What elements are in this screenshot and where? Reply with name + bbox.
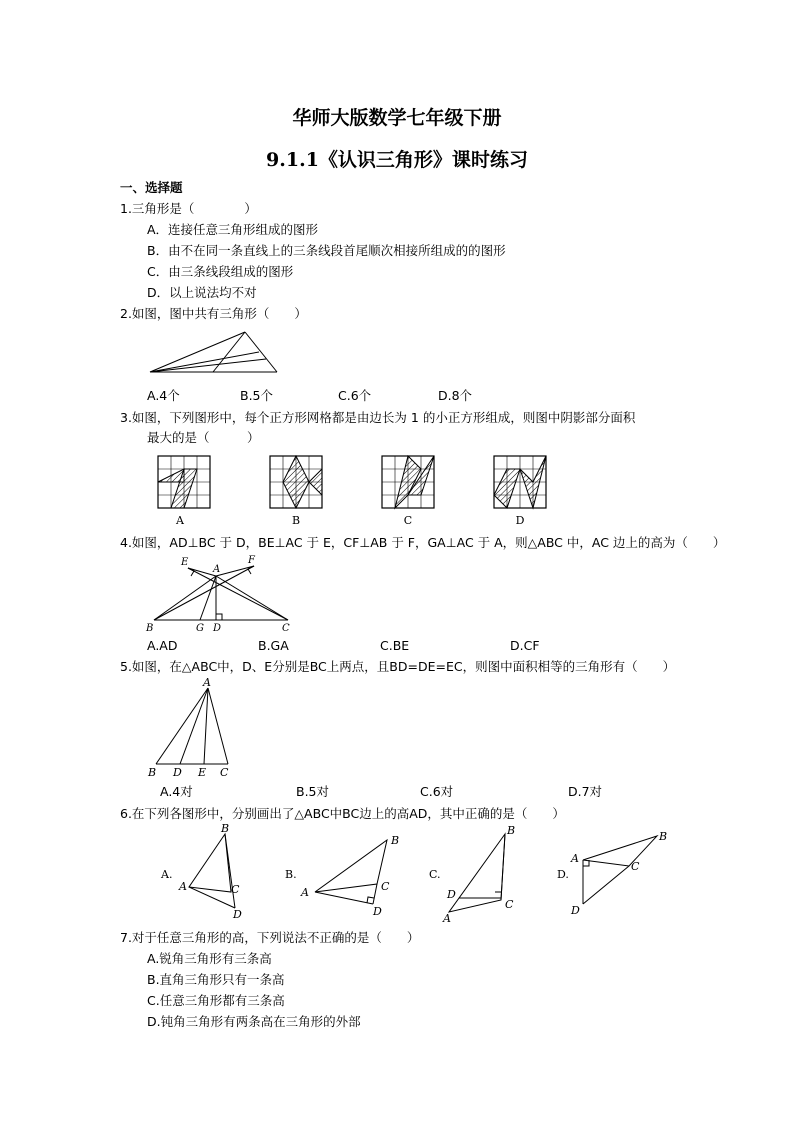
- q1-option-c: C．由三条线段组成的图形: [147, 264, 294, 279]
- q1-option-a: A．连接任意三角形组成的图形: [147, 222, 319, 237]
- q3-stem-line1: 3.如图，下列图形中，每个正方形网格都是由边长为 1 的小正方形组成，则图中阴影部分面积: [120, 410, 636, 425]
- q6a-point-d: D: [233, 908, 242, 921]
- q6c-point-c: C: [505, 898, 514, 911]
- q3-grid-figures: [150, 454, 550, 528]
- q4-stem: 4.如图，AD⊥BC 于 D，BE⊥AC 于 E，CF⊥AB 于 F，GA⊥AC 于 A，则△ABC 中，AC 边上的高为（ ）: [120, 535, 726, 550]
- q5-stem: 5.如图，在△ABC中，D、E分别是BC上两点，且BD=DE=EC，则图中面积相等的三角形有（ ）: [120, 659, 676, 674]
- q6b-point-d: D: [373, 905, 382, 918]
- q6c-point-a: A: [443, 912, 451, 925]
- q6b-point-a: A: [301, 886, 309, 899]
- q4-option-c: C.BE: [380, 638, 410, 653]
- q4-altitude-figure: [142, 552, 302, 634]
- q5-option-b: B.5对: [296, 784, 330, 799]
- q3-stem-line2: 最大的是（ ）: [147, 430, 260, 445]
- q4-point-g: G: [196, 623, 204, 634]
- q6-figure-c: [429, 824, 515, 925]
- q6-figure-b: [285, 834, 399, 918]
- q2-option-c: C.6个: [338, 388, 372, 403]
- q5-point-a: A: [203, 676, 211, 689]
- q3-label-b: B: [291, 514, 301, 527]
- q6d-point-d: D: [571, 904, 580, 917]
- q6-stem: 6.在下列各图形中，分别画出了△ABC中BC边上的高AD，其中正确的是（ ）: [120, 806, 565, 821]
- q7-option-a: A.锐角三角形有三条高: [147, 951, 272, 966]
- q6b-point-b: B: [391, 834, 400, 847]
- q4-point-f: F: [248, 555, 255, 566]
- q6-label-a: A.: [161, 868, 173, 881]
- q3-grid-c: [382, 456, 434, 508]
- q6-label-c: C.: [429, 868, 441, 881]
- q2-stem: 2.如图，图中共有三角形（ ）: [120, 306, 307, 321]
- q5-option-c: C.6对: [420, 784, 454, 799]
- q6-figure-a: [160, 822, 242, 921]
- q1-stem: 1.三角形是（ ）: [120, 201, 257, 216]
- q3-label-a: A: [176, 514, 184, 527]
- q7-stem: 7.对于任意三角形的高，下列说法不正确的是（ ）: [120, 930, 420, 945]
- q6-figures: [155, 822, 675, 928]
- q2-option-b: B.5个: [240, 388, 274, 403]
- q4-point-c: C: [282, 623, 290, 634]
- document-title: 华师大版数学七年级下册: [292, 107, 502, 129]
- q6-label-b: B.: [285, 868, 297, 881]
- document-subtitle: 9.1.1《认识三角形》课时练习: [266, 149, 528, 171]
- q2-triangle-figure: [145, 328, 285, 378]
- q7-option-b: B.直角三角形只有一条高: [147, 972, 285, 987]
- q5-point-c: C: [220, 766, 229, 779]
- q4-point-d: D: [213, 623, 222, 634]
- q4-point-a: A: [213, 564, 221, 575]
- q6b-point-c: C: [381, 880, 390, 893]
- q5-triangle-figure: [142, 674, 242, 782]
- q7-option-c: C.任意三角形都有三条高: [147, 993, 285, 1008]
- q3-grid-d: [494, 456, 546, 508]
- q5-point-e: E: [198, 766, 207, 779]
- q6d-point-b: B: [659, 830, 668, 843]
- q1-option-b: B．由不在同一条直线上的三条线段首尾顺次相接所组成的的图形: [147, 243, 506, 258]
- q4-point-b: B: [146, 623, 154, 634]
- section-heading: 一、选择题: [120, 180, 183, 195]
- q6a-point-a: A: [179, 880, 187, 893]
- q5-point-d: D: [173, 766, 182, 779]
- q3-grid-a: [158, 456, 210, 508]
- q6-label-d: D.: [557, 868, 569, 881]
- q5-option-d: D.7对: [568, 784, 603, 799]
- q6d-point-a: A: [571, 852, 579, 865]
- q4-option-b: B.GA: [258, 638, 289, 653]
- q5-point-b: B: [148, 766, 157, 779]
- q6a-point-c: C: [231, 883, 240, 896]
- q2-option-d: D.8个: [438, 388, 473, 403]
- q5-option-a: A.4对: [160, 784, 193, 799]
- q1-option-d: D．以上说法均不对: [147, 285, 257, 300]
- q3-grid-b: [270, 456, 322, 508]
- q3-label-c: C: [403, 514, 413, 527]
- q4-option-a: A.AD: [147, 638, 178, 653]
- q6d-point-c: C: [631, 860, 640, 873]
- q7-option-d: D.钝角三角形有两条高在三角形的外部: [147, 1014, 361, 1029]
- q4-point-e: E: [181, 557, 189, 568]
- q4-option-d: D.CF: [510, 638, 540, 653]
- q2-option-a: A.4个: [147, 388, 180, 403]
- q6a-point-b: B: [221, 822, 230, 835]
- q3-label-d: D: [515, 514, 525, 527]
- q6-figure-d: [557, 830, 667, 917]
- q6c-point-d: D: [447, 888, 456, 901]
- q6c-point-b: B: [507, 824, 516, 837]
